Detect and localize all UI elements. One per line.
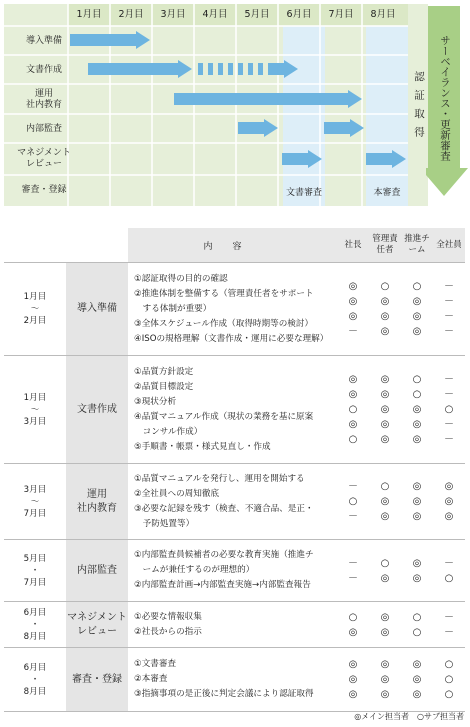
role-team <box>401 356 433 464</box>
row-date: 1月目 〜 3月目 <box>4 356 66 464</box>
content-item: コンサル作成） <box>134 426 203 437</box>
month-label: 3月目 <box>160 9 186 20</box>
content-item: ①文書審査 <box>134 659 177 669</box>
role-mark: ◎ <box>412 572 422 584</box>
role-team <box>401 602 433 648</box>
role-mark: ○ <box>380 481 390 492</box>
role-mark: ○ <box>380 557 390 569</box>
role-manager <box>369 356 401 464</box>
content-item: ③指摘事項の是正後に判定会議により認証取得 <box>134 689 314 699</box>
arrow-audit-2 <box>324 119 364 137</box>
role-manager <box>369 464 401 540</box>
table-row <box>4 464 465 540</box>
gantt-row-label: マネジメント レビュー <box>17 148 71 169</box>
role-mark: ◎ <box>444 496 454 507</box>
role-mark: ○ <box>348 611 358 623</box>
header-all: 全社員 <box>433 228 465 263</box>
arrow-review-2 <box>366 150 406 168</box>
role-mark: ◎ <box>380 311 390 322</box>
role-mark: ◎ <box>380 374 390 385</box>
detail-table <box>4 228 465 712</box>
content-item: ⑤手順書・帳票・様式見直し・作成 <box>134 441 271 452</box>
role-mark: － <box>348 572 358 584</box>
role-mark: ◎ <box>348 674 358 685</box>
role-mark: ◎ <box>380 326 390 337</box>
role-mark: ◎ <box>348 281 358 292</box>
role-manager <box>369 263 401 356</box>
role-manager <box>369 648 401 712</box>
month-label: 5月目 <box>244 9 270 20</box>
role-mark: ◎ <box>412 296 422 307</box>
role-all <box>433 356 465 464</box>
role-mark: ○ <box>444 659 454 670</box>
role-mark: － <box>444 557 454 569</box>
role-mark: ◎ <box>412 674 422 685</box>
content-item: ②全社員への周知徹底 <box>134 488 220 499</box>
row-date: 6月目 ・ 8月目 <box>4 602 66 648</box>
role-mark: － <box>444 626 454 638</box>
role-mark: － <box>444 281 454 292</box>
role-mark: ◎ <box>444 511 454 522</box>
role-team <box>401 540 433 602</box>
role-mark: ○ <box>412 374 422 385</box>
role-all <box>433 464 465 540</box>
role-mark: ◎ <box>380 689 390 700</box>
role-president <box>337 648 369 712</box>
content-item: する体制が重要） <box>134 303 212 314</box>
role-mark: ◎ <box>380 496 390 507</box>
role-team <box>401 263 433 356</box>
content-item: ②本審査 <box>134 674 168 684</box>
role-team <box>401 464 433 540</box>
row-phase: 文書作成 <box>66 356 128 464</box>
gantt-row-label: 導入準備 <box>25 35 62 46</box>
role-mark: ○ <box>412 389 422 400</box>
row-date: 5月目 ・ 7月目 <box>4 540 66 602</box>
role-mark: ◎ <box>348 419 358 430</box>
content-item: ③現状分析 <box>134 396 177 407</box>
role-mark: － <box>348 557 358 569</box>
doc-review-label: 文書審査 <box>285 188 322 198</box>
content-item: ②社長からの指示 <box>134 626 202 637</box>
role-mark: ○ <box>412 611 422 623</box>
role-mark: ◎ <box>380 419 390 430</box>
arrow-docs-dashed <box>198 60 298 78</box>
role-mark: ◎ <box>380 296 390 307</box>
content-item: ③必要な記録を残す（検査、不適合品、是正・ <box>134 503 314 514</box>
content-item: ①内部監査員候補者の必要な教育実施（推進チ <box>134 550 314 560</box>
role-mark: ◎ <box>412 419 422 430</box>
content-item: ②品質目標設定 <box>134 381 194 392</box>
role-mark: － <box>444 311 454 322</box>
final-review-label: 本審査 <box>373 188 401 198</box>
row-phase: 運用 社内教育 <box>66 464 128 540</box>
role-president <box>337 263 369 356</box>
row-phase: 導入準備 <box>66 263 128 356</box>
role-mark: ◎ <box>348 659 358 670</box>
month-label: 4月目 <box>202 9 228 20</box>
row-content <box>128 648 337 712</box>
row-content <box>128 356 337 464</box>
gantt-row-label: 内部監査 <box>25 123 62 134</box>
role-mark: ◎ <box>348 626 358 638</box>
role-mark: ◎ <box>412 311 422 322</box>
content-item: ③全体スケジュール作成（取得時期等の検討） <box>134 318 314 329</box>
role-mark: ◎ <box>412 659 422 670</box>
content-item: ②内部監査計画→内部監査実施→内部監査報告 <box>134 580 311 590</box>
header-content: 内容 <box>128 228 337 263</box>
surveillance-label: サーベイランス・更新審査 <box>439 35 451 161</box>
role-mark: ○ <box>380 281 390 292</box>
table-row <box>4 602 465 648</box>
month-label: 1月目 <box>76 9 102 20</box>
table-row <box>4 648 465 712</box>
gantt-row-label: 文書作成 <box>25 64 62 75</box>
role-mark: － <box>444 419 454 430</box>
gantt-chart <box>0 0 470 210</box>
header-team: 推進チーム <box>401 228 433 263</box>
role-mark: ◎ <box>444 481 454 492</box>
role-mark: ◎ <box>348 311 358 322</box>
content-item: ①品質方針設定 <box>134 366 194 377</box>
month-label: 7月目 <box>328 9 354 20</box>
row-date: 6月目 ・ 8月目 <box>4 648 66 712</box>
role-all <box>433 648 465 712</box>
role-all <box>433 540 465 602</box>
role-mark: － <box>444 389 454 400</box>
role-mark: ○ <box>412 281 422 292</box>
content-item: ①認証取得の目的の確認 <box>134 273 228 284</box>
role-mark: ◎ <box>380 626 390 638</box>
role-mark: ◎ <box>412 434 422 445</box>
row-phase: マネジメント レビュー <box>66 602 128 648</box>
role-mark: ◎ <box>380 611 390 623</box>
content-item: ④ISOの規格理解（文書作成・運用に必要な理解） <box>134 333 329 344</box>
row-content <box>128 602 337 648</box>
table-row <box>4 540 465 602</box>
role-team <box>401 648 433 712</box>
role-mark: ○ <box>444 572 454 584</box>
month-label: 8月目 <box>370 9 396 20</box>
legend: ◎メイン担当者 ○サブ担当者 <box>354 712 464 721</box>
table-row <box>4 356 465 464</box>
role-mark: － <box>444 434 454 445</box>
role-mark: ◎ <box>348 389 358 400</box>
header-manager: 管理責任者 <box>369 228 401 263</box>
arrow-operation <box>174 90 362 108</box>
month-label: 2月目 <box>118 9 144 20</box>
role-mark: ◎ <box>380 434 390 445</box>
role-mark: ○ <box>412 626 422 638</box>
row-phase: 内部監査 <box>66 540 128 602</box>
role-mark: － <box>444 326 454 337</box>
role-manager <box>369 540 401 602</box>
role-president <box>337 602 369 648</box>
role-mark: － <box>444 374 454 385</box>
role-mark: － <box>348 326 358 337</box>
content-item: ームが兼任するのが理想的） <box>134 565 255 575</box>
arrow-review-1 <box>282 150 322 168</box>
role-mark: ◎ <box>412 496 422 507</box>
gantt-row-label: 審査・登録 <box>21 184 67 195</box>
role-mark: ○ <box>348 434 358 445</box>
header-president: 社長 <box>337 228 369 263</box>
row-content <box>128 464 337 540</box>
role-mark: ◎ <box>412 557 422 569</box>
role-mark: ◎ <box>412 326 422 337</box>
role-president <box>337 356 369 464</box>
role-all <box>433 263 465 356</box>
row-date: 3月目 〜 7月目 <box>4 464 66 540</box>
role-mark: ◎ <box>380 404 390 415</box>
gantt-row-label: 運用 社内教育 <box>25 89 62 110</box>
blank-header <box>4 228 128 263</box>
arrow-docs <box>88 60 192 78</box>
role-mark: ◎ <box>380 674 390 685</box>
row-content <box>128 263 337 356</box>
role-mark: ○ <box>348 404 358 415</box>
role-mark: ○ <box>444 404 454 415</box>
role-mark: ◎ <box>412 511 422 522</box>
content-item: ①必要な情報収集 <box>134 611 202 622</box>
role-mark: ◎ <box>412 481 422 492</box>
row-content <box>128 540 337 602</box>
role-mark: － <box>444 296 454 307</box>
role-mark: ◎ <box>348 689 358 700</box>
arrow-audit-1 <box>238 119 278 137</box>
content-item: ④品質マニュアル作成（現状の業務を基に原案 <box>134 411 314 422</box>
role-mark: ◎ <box>348 374 358 385</box>
role-mark: ◎ <box>380 572 390 584</box>
content-item: 予防処置等） <box>134 518 195 529</box>
row-phase: 審査・登録 <box>66 648 128 712</box>
role-mark: － <box>348 511 358 522</box>
role-mark: ◎ <box>380 511 390 522</box>
role-mark: ◎ <box>412 404 422 415</box>
role-mark: ○ <box>348 496 358 507</box>
month-label: 6月目 <box>286 9 312 20</box>
content-item: ①品質マニュアルを発行し、運用を開始する <box>134 473 305 484</box>
role-president <box>337 464 369 540</box>
row-date: 1月目 〜 2月目 <box>4 263 66 356</box>
role-mark: ◎ <box>348 296 358 307</box>
table-header-row <box>4 228 465 263</box>
role-all <box>433 602 465 648</box>
cert-label: 認証取得 <box>413 71 425 145</box>
role-mark: ◎ <box>380 659 390 670</box>
role-mark: ◎ <box>412 689 422 700</box>
role-mark: － <box>444 611 454 623</box>
role-mark: ○ <box>444 689 454 700</box>
role-mark: ◎ <box>380 389 390 400</box>
role-president <box>337 540 369 602</box>
arrow-prep <box>70 31 150 49</box>
role-mark: ○ <box>444 674 454 685</box>
role-manager <box>369 602 401 648</box>
role-mark: － <box>348 481 358 492</box>
table-row <box>4 263 465 356</box>
content-item: ②推進体制を整備する（管理責任者をサポート <box>134 288 314 299</box>
